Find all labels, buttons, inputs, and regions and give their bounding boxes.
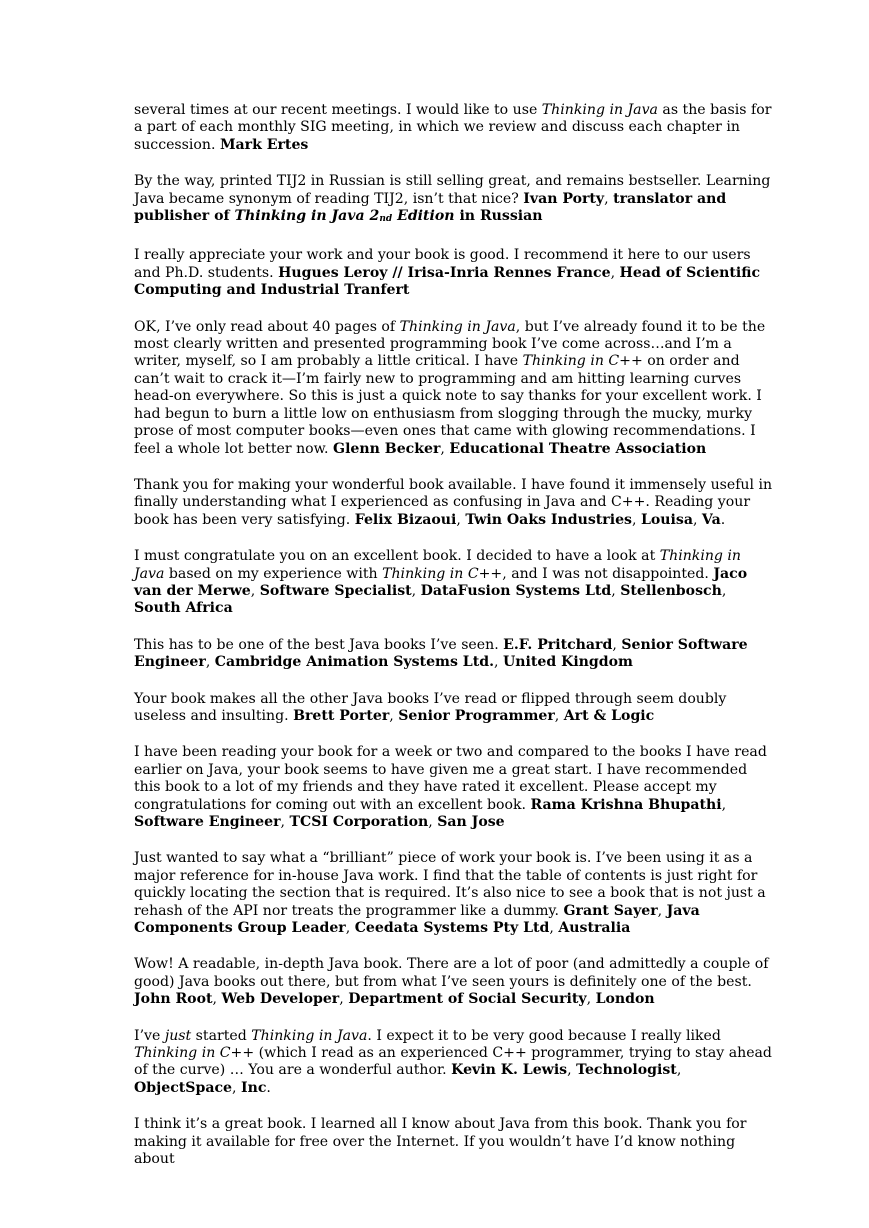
- text-run: ,: [611, 582, 621, 599]
- author-affiliation: Ceedata Systems Pty Ltd: [354, 920, 550, 937]
- author-affiliation: Inc: [240, 1079, 267, 1096]
- author-name: Grant Sayer: [563, 902, 658, 919]
- testimonial-paragraph: [134, 744, 774, 831]
- book-title: Thinking in C++: [382, 565, 503, 582]
- author-title: Technologist: [576, 1062, 677, 1079]
- emphasis-text: just: [164, 1027, 192, 1044]
- author-affiliation: Art & Logic: [563, 707, 655, 724]
- testimonial-paragraph: [134, 956, 774, 1008]
- text-run: ,: [205, 654, 215, 671]
- book-title: Thinking in Java: [134, 548, 741, 582]
- text-run: ,: [657, 902, 667, 919]
- text-run: ,: [440, 440, 450, 457]
- author-affiliation: Educational Theatre Association: [449, 440, 707, 457]
- author-location: South Africa: [134, 600, 233, 617]
- author-title: Web Developer: [221, 991, 340, 1008]
- testimonial-paragraph: [134, 173, 774, 228]
- text-run: .: [720, 511, 726, 528]
- author-name: Hugues Leroy // Irisa-Inria Rennes France: [278, 264, 611, 281]
- text-run: ,: [212, 991, 222, 1008]
- text-run: ,: [456, 511, 466, 528]
- testimonial-paragraph: [134, 102, 774, 154]
- author-location: London: [595, 991, 655, 1008]
- author-name: Mark Ertes: [219, 136, 309, 153]
- text-run: ,: [339, 991, 349, 1008]
- text-run: ,: [721, 796, 727, 813]
- text-run: on order and can’t wait to crack it—I’m fairly new to programming and am hitting learning curves head-on everywhere. So this is just a quick note to say thanks for your excellent work. I had begun to burn a little low on enthusiasm from slogging through the mucky, murky prose of most computer books—even ones that came with glowing recommendations. I feel a whole lot better now.: [134, 353, 762, 457]
- text-run: I’ve: [134, 1027, 165, 1044]
- author-name: Kevin K. Lewis: [451, 1062, 568, 1079]
- author-name: Jaco van der Merwe: [134, 565, 748, 599]
- text-run: ,: [586, 991, 596, 1008]
- text-run: ,: [604, 190, 614, 207]
- author-title: Senior Programmer: [398, 707, 555, 724]
- text-run: ,: [389, 707, 399, 724]
- text-run: Wow! A readable, in-depth Java book. There are a lot of poor (and admittedly a couple of good) Java books out there, but from what I’ve seen yours is definitely one of the best.: [134, 956, 769, 990]
- text-run: This has to be one of the best Java books I’ve seen.: [134, 636, 504, 653]
- author-title: Head of Scientific Computing and Industrial Tranfert: [134, 264, 761, 299]
- text-run: Just wanted to say what a “brilliant” piece of work your book is. I’ve been using it as a major reference for in-house Java work. I find that the table of contents is just right for quickly locating the section that is required. It’s also nice to see a book that is not just a rehash of the API nor treats the programmer like a dummy.: [134, 850, 766, 919]
- author-name: Glenn Becker: [333, 440, 441, 457]
- book-title: Thinking in Java: [541, 102, 658, 118]
- text-run: I must congratulate you on an excellent book. I decided to have a look at: [134, 548, 660, 565]
- author-name: John Root: [134, 991, 213, 1008]
- author-location: Australia: [558, 920, 631, 937]
- text-run: , and I was not disappointed.: [502, 565, 714, 582]
- book-title: Thinking in C++: [134, 1045, 255, 1062]
- text-run: I have been reading your book for a week or two and compared to the books I have read earlier on Java, your book seems to have given me a great start. I have recommended this book to a lot of my friends and they have rated it excellent. Please accept my congratulations for coming out with an excellent book.: [134, 744, 767, 813]
- text-run: .: [266, 1079, 271, 1096]
- book-title: Thinking in Java 2: [234, 208, 380, 225]
- author-location: Louisa: [640, 511, 693, 528]
- testimonial-paragraph: [134, 850, 774, 937]
- author-affiliation: DataFusion Systems Ltd: [420, 582, 612, 599]
- testimonial-paragraph: [134, 548, 774, 618]
- text-run: ,: [280, 814, 290, 830]
- text-run: as the basis for a part of each monthly SIG meeting, in which we review and discuss each chapter in succession.: [134, 102, 772, 153]
- author-name: Felix Bizaoui: [354, 511, 457, 528]
- author-title: Software Engineer: [134, 814, 281, 830]
- author-location: United Kingdom: [502, 654, 633, 671]
- author-title: Senior Software Engineer: [134, 636, 748, 671]
- author-location: Va: [701, 511, 721, 528]
- testimonial-paragraph: [134, 477, 774, 529]
- text-run: (which I read as an experienced C++ programmer, trying to stay ahead of the curve) … You are a wonderful author.: [134, 1045, 772, 1079]
- testimonial-paragraph: [134, 1116, 774, 1168]
- text-run: ,: [612, 636, 622, 653]
- testimonial-paragraph: [134, 691, 774, 726]
- author-affiliation: Cambridge Animation Systems Ltd.: [214, 654, 494, 671]
- author-affiliation: TCSI Corporation: [289, 814, 429, 830]
- author-title: in Russian: [454, 208, 543, 225]
- text-run: ,: [567, 1062, 577, 1079]
- testimonial-paragraph: [134, 637, 774, 672]
- ordinal-suffix: nd: [379, 214, 393, 225]
- text-run: based on my experience with: [164, 565, 383, 582]
- book-title: Thinking in C++: [522, 353, 643, 370]
- author-title: Software Specialist: [259, 582, 412, 599]
- testimonial-paragraph: [134, 319, 774, 458]
- text-run: I think it’s a great book. I learned all I know about Java from this book. Thank you for making it available for free over the Internet. If you wouldn’t have I’d know nothing about: [134, 1116, 747, 1168]
- text-run: ,: [554, 707, 564, 724]
- author-name: E.F. Pritchard: [503, 636, 613, 653]
- author-title: Java Components Group Leader: [134, 902, 700, 937]
- author-affiliation: ObjectSpace: [134, 1079, 233, 1096]
- author-affiliation: Twin Oaks Industries: [465, 511, 632, 528]
- book-title: Thinking in Java: [251, 1027, 368, 1044]
- text-run: started: [191, 1027, 252, 1044]
- text-run: Your book makes all the other Java books I’ve read or flipped through seem doubly useless and insulting.: [134, 690, 727, 724]
- document-page: [134, 102, 774, 1188]
- author-name: Ivan Porty: [523, 190, 605, 207]
- author-title: translator and publisher of: [134, 190, 727, 225]
- author-affiliation: Department of Social Security: [348, 991, 587, 1008]
- text-run: ,: [632, 511, 641, 528]
- text-run: ,: [250, 582, 260, 599]
- author-name: Brett Porter: [293, 707, 390, 724]
- text-run: . I expect it to be very good because I really liked: [367, 1027, 721, 1044]
- text-run: ,: [345, 920, 355, 937]
- author-location: Stellenbosch: [620, 582, 722, 599]
- text-run: , but I’ve already found it to be the most clearly written and presented programming book I’ve come across…and I’m a writer, myself, so I am probably a little critical. I have: [134, 318, 766, 370]
- text-run: ,: [610, 264, 620, 281]
- testimonial-paragraph: [134, 1028, 774, 1098]
- text-run: ,: [692, 511, 702, 528]
- text-run: Thank you for making your wonderful book available. I have found it immensely useful in finally understanding what I experienced as confusing in Java and C++. Reading your book has been very satisfying.: [134, 476, 773, 528]
- author-location: San Jose: [437, 814, 505, 830]
- author-name: Rama Krishna Bhupathi: [530, 796, 722, 813]
- book-title: Thinking in Java: [399, 318, 516, 335]
- text-run: ,: [721, 582, 727, 599]
- text-run: ,: [428, 814, 438, 830]
- text-run: By the way, printed TIJ2 in Russian is still selling great, and remains bestseller. Learning Java became synonym of reading TIJ2, isn’t that nice?: [134, 173, 771, 207]
- text-run: OK, I’ve only read about 40 pages of: [134, 318, 400, 335]
- testimonial-paragraph: [134, 247, 774, 299]
- text-run: ,: [232, 1079, 241, 1096]
- text-run: ,: [549, 920, 559, 937]
- text-run: ,: [411, 582, 421, 599]
- text-run: ,: [493, 654, 503, 671]
- text-run: several times at our recent meetings. I would like to use: [134, 102, 542, 118]
- text-run: ,: [676, 1062, 682, 1079]
- text-run: I really appreciate your work and your book is good. I recommend it here to our users and Ph.D. students.: [134, 247, 751, 281]
- book-title: Edition: [392, 208, 455, 225]
